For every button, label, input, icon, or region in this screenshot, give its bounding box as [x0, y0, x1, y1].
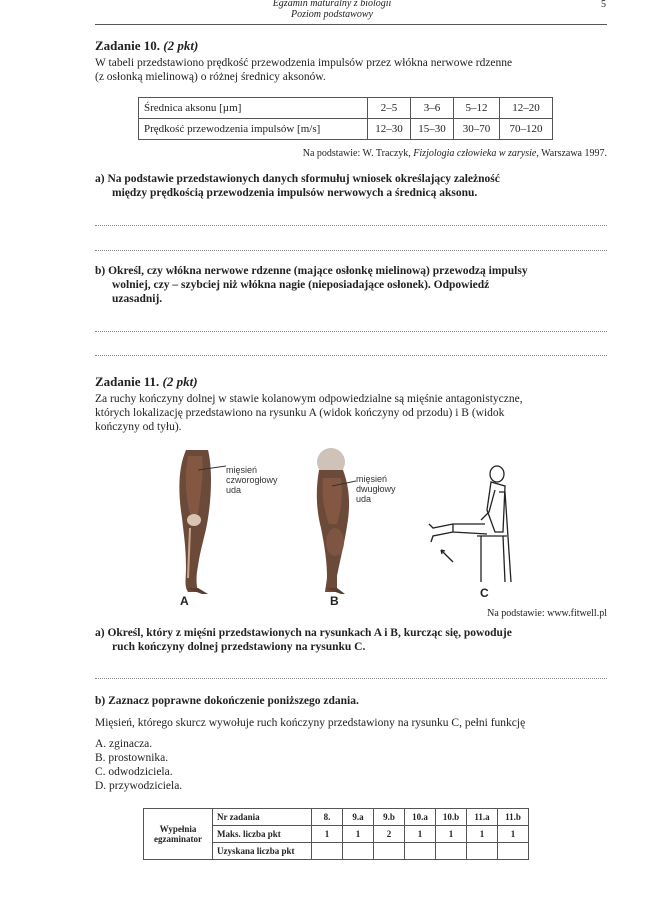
answer-line[interactable]	[95, 331, 607, 332]
task10-intro-line2: (z osłonką mielinową) o różnej średnicy aksonów.	[95, 71, 326, 83]
task-number-cell: 11.b	[498, 809, 529, 826]
task11-intro-line3: kończyny od tyłu).	[95, 421, 182, 433]
table-cell: 30–70	[454, 119, 500, 140]
question-marker: a)	[95, 173, 105, 185]
task10-points: (2 pkt)	[163, 38, 199, 53]
axon-table	[138, 97, 553, 140]
question-marker: b)	[95, 695, 106, 707]
source-title: Fizjologia człowieka w zarysie	[413, 148, 537, 159]
task11b-question	[95, 694, 607, 708]
table-cell: 3–6	[411, 98, 454, 119]
header-divider	[95, 24, 607, 25]
task-number-cell: 9.b	[374, 809, 405, 826]
task11b-line1: Zaznacz poprawne dokończenie poniższego zdania.	[108, 695, 359, 707]
header-level: Poziom podstawowy	[291, 9, 373, 20]
label-biceps-femoris	[356, 474, 396, 504]
source-suffix: , Warszawa 1997.	[536, 148, 607, 159]
label-quadriceps	[226, 465, 278, 495]
label-quadriceps-line1: mięsień	[226, 465, 258, 475]
task11-intro-line2: których lokalizację przedstawiono na rysunku A (widok kończyny od przodu) i B (widok	[95, 407, 505, 419]
max-points-cell: 1	[312, 826, 343, 843]
obtained-points-cell[interactable]	[467, 843, 498, 860]
obtained-points-cell[interactable]	[436, 843, 467, 860]
source-prefix: Na podstawie: W. Traczyk,	[302, 148, 414, 159]
task10-heading	[95, 38, 198, 54]
answer-line[interactable]	[95, 678, 607, 679]
task11-title: Zadanie 11.	[95, 374, 160, 389]
obtained-points-cell[interactable]	[374, 843, 405, 860]
task10-intro	[95, 56, 607, 84]
label-quadriceps-line3: uda	[226, 485, 242, 495]
answer-options	[95, 737, 182, 793]
table-cell: Średnica aksonu [µm]	[139, 98, 368, 119]
label-biceps-line1: mięsień	[356, 474, 388, 484]
answer-option-c[interactable]: C. odwodziciela.	[95, 766, 173, 778]
table-cell: 12–30	[368, 119, 411, 140]
task10-title: Zadanie 10.	[95, 38, 161, 53]
label-pointer	[198, 462, 228, 474]
row-label-max-points: Maks. liczba pkt	[213, 826, 312, 843]
row-label-obtained-points: Uzyskana liczba pkt	[213, 843, 312, 860]
max-points-cell: 1	[343, 826, 374, 843]
label-biceps-line3: uda	[356, 494, 372, 504]
task-number-cell: 10.a	[405, 809, 436, 826]
question-marker: a)	[95, 627, 105, 639]
task10a-question	[95, 172, 607, 200]
scoring-table	[143, 808, 529, 860]
label-biceps-line2: dwugłowy	[356, 484, 396, 494]
max-points-cell: 1	[498, 826, 529, 843]
table-cell: 2–5	[368, 98, 411, 119]
max-points-cell: 1	[467, 826, 498, 843]
answer-line[interactable]	[95, 355, 607, 356]
table-row	[139, 119, 553, 140]
scoring-fill-label	[144, 809, 213, 860]
table-cell: 5–12	[454, 98, 500, 119]
task10b-question	[95, 264, 607, 306]
task-number-cell: 8.	[312, 809, 343, 826]
obtained-points-cell[interactable]	[312, 843, 343, 860]
figure-label-b: B	[330, 594, 339, 608]
max-points-cell: 1	[436, 826, 467, 843]
figure-label-c: C	[480, 586, 489, 600]
task11a-question	[95, 626, 607, 654]
seated-leg-extension-illustration	[425, 462, 525, 584]
task11a-line2: ruch kończyny dolnej przedstawiony na rysunku C.	[112, 641, 366, 653]
task11b-sentence: Mięsień, którego skurcz wywołuje ruch kończyny przedstawiony na rysunku C, pełni funkcję	[95, 717, 526, 729]
leg-back-illustration	[305, 448, 365, 596]
task10b-line3: uzasadnij.	[112, 293, 163, 305]
task10a-line1: Na podstawie przedstawionych danych sformułuj wniosek określający zależność	[107, 173, 500, 185]
task10-source	[95, 148, 607, 159]
table-cell: 12–20	[500, 98, 553, 119]
table-cell: 70–120	[500, 119, 553, 140]
header-exam-title: Egzamin maturalny z biologii	[272, 0, 392, 9]
answer-line[interactable]	[95, 250, 607, 251]
table-cell: Prędkość przewodzenia impulsów [m/s]	[139, 119, 368, 140]
page-number: 5	[601, 0, 606, 10]
row-label-task-number: Nr zadania	[213, 809, 312, 826]
table-row	[139, 98, 553, 119]
answer-option-a[interactable]: A. zginacza.	[95, 738, 153, 750]
figure-label-a: A	[180, 594, 189, 608]
answer-option-d[interactable]: D. przywodziciela.	[95, 780, 183, 792]
table-row	[144, 809, 529, 826]
fill-label-line2: egzaminator	[154, 834, 202, 844]
task10b-line1: Określ, czy włókna nerwowe rdzenne (mające osłonkę mielinową) przewodzą impulsy	[108, 265, 528, 277]
table-cell: 15–30	[411, 119, 454, 140]
task-number-cell: 11.a	[467, 809, 498, 826]
label-pointer	[332, 478, 358, 490]
answer-line[interactable]	[95, 225, 607, 226]
task11-heading	[95, 374, 198, 390]
task10a-line2: między prędkością przewodzenia impulsów nerwowych a średnicą aksonu.	[112, 187, 478, 199]
answer-option-b[interactable]: B. prostownika.	[95, 752, 169, 764]
obtained-points-cell[interactable]	[405, 843, 436, 860]
max-points-cell: 2	[374, 826, 405, 843]
question-marker: b)	[95, 265, 106, 277]
task11-points: (2 pkt)	[162, 374, 198, 389]
obtained-points-cell[interactable]	[498, 843, 529, 860]
task11-source: Na podstawie: www.fitwell.pl	[487, 608, 607, 619]
task10b-line2: wolniej, czy – szybciej niż włókna nagie (nieposiadające osłonek). Odpowiedź	[112, 279, 490, 291]
task11a-line1: Określ, który z mięśni przedstawionych na rysunkach A i B, kurcząc się, powoduje	[107, 627, 512, 639]
task11-intro-line1: Za ruchy kończyny dolnej w stawie kolanowym odpowiedzialne są mięśnie antagonistyczne,	[95, 393, 523, 405]
task10-intro-line1: W tabeli przedstawiono prędkość przewodzenia impulsów przez włókna nerwowe rdzenne	[95, 57, 513, 69]
task-number-cell: 10.b	[436, 809, 467, 826]
max-points-cell: 1	[405, 826, 436, 843]
obtained-points-cell[interactable]	[343, 843, 374, 860]
label-quadriceps-line2: czworogłowy	[226, 475, 278, 485]
page-header	[0, 0, 664, 26]
fill-label-line1: Wypełnia	[159, 824, 197, 834]
task11-intro	[95, 392, 607, 434]
task-number-cell: 9.a	[343, 809, 374, 826]
